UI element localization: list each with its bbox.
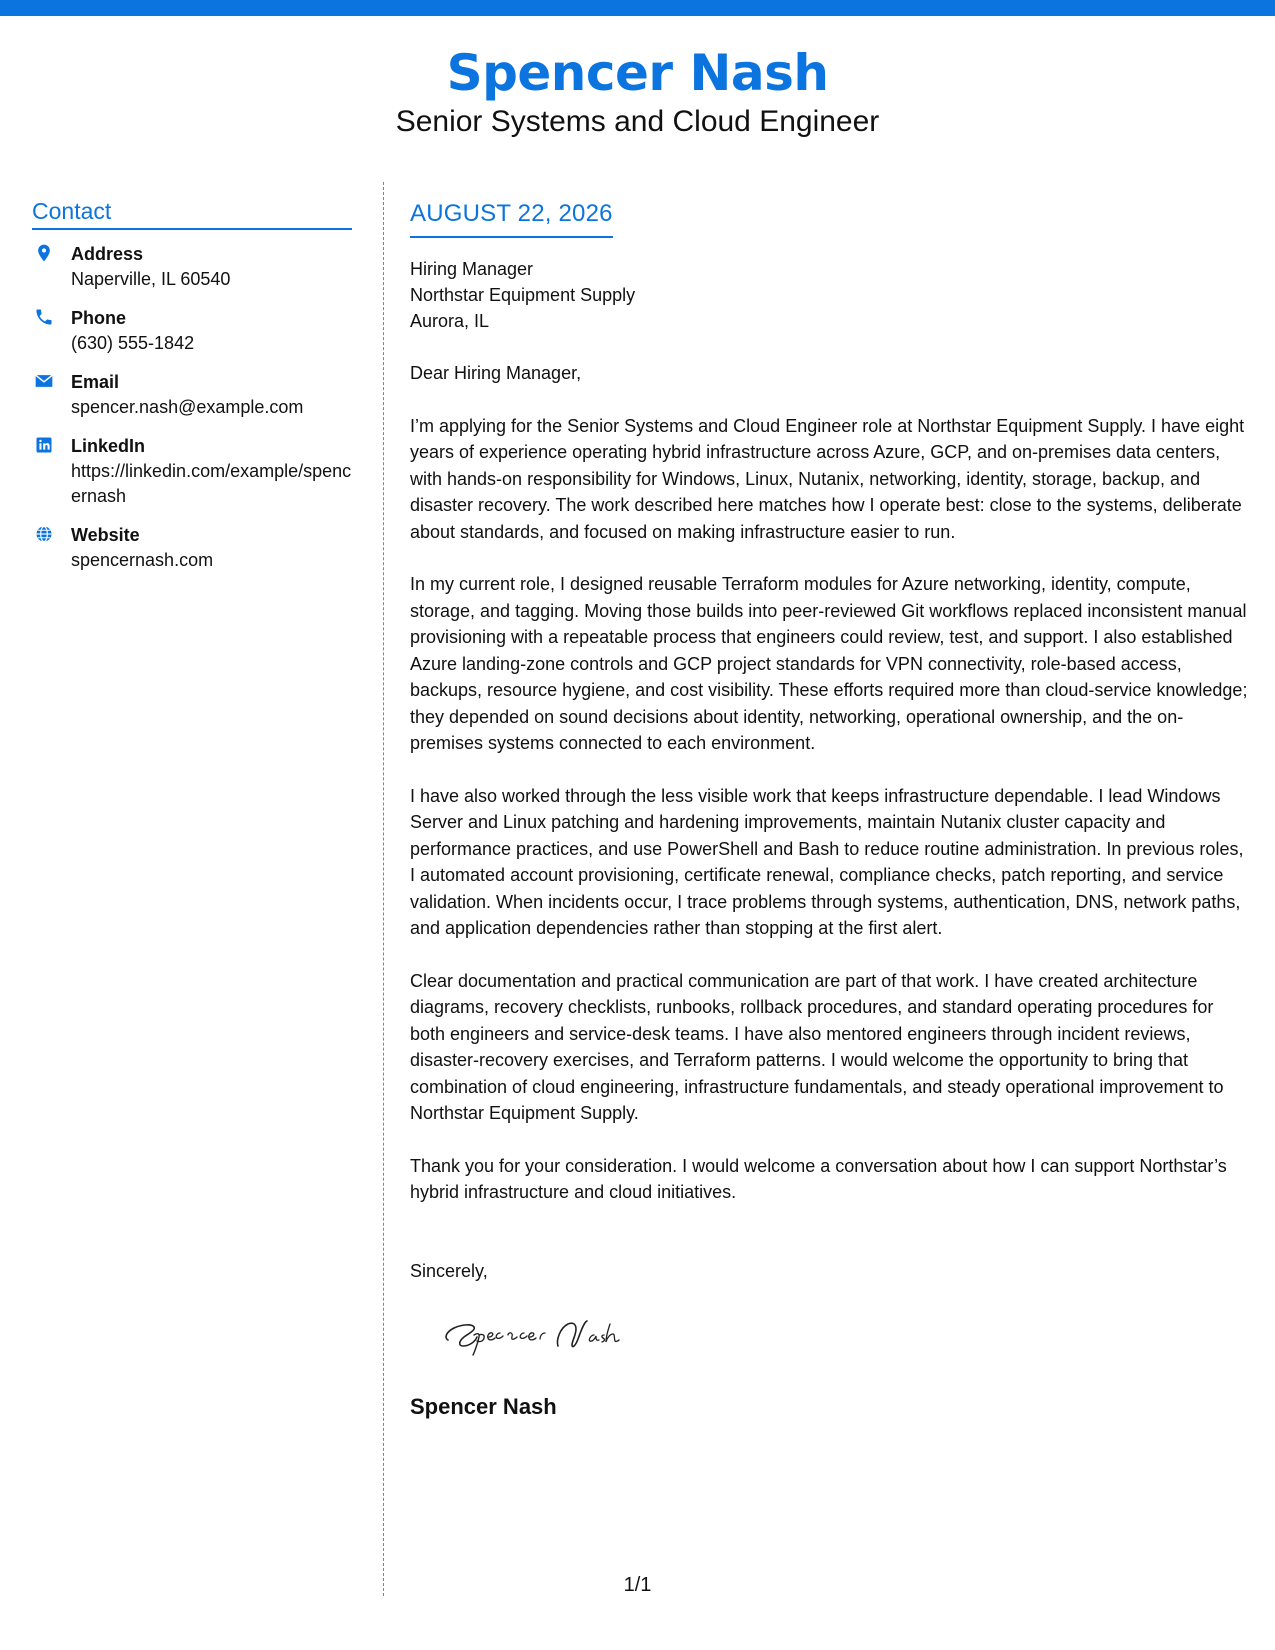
contact-item-email [32,370,352,420]
page-number: 1/1 [623,1574,652,1596]
recipient-line: Northstar Equipment Supply [410,285,636,305]
letter-paragraph: Thank you for your consideration. I would welcome a conversation about how I can support Northstar’s hybrid infrastructure and cloud initiatives. [410,1155,1227,1202]
column-divider [383,182,384,1596]
letter-closing: Sincerely, [410,1260,488,1281]
letter-paragraph: I’m applying for the Senior Systems and Cloud Engineer role at Northstar Equipment Supply. I have eight years of experience operating hybrid infrastructure across Azure, GCP, and on-premises data centers, with hands-on responsibility for Windows, Linux, Nutanix, networking, identity, storage, backup, and disaster recovery. The work described here matches how I operate best: close to the systems, deliberate about standards, and focused on making infrastructure easier to run. [410,415,1245,542]
page-header [0,40,1275,140]
letter-greeting: Dear Hiring Manager, [410,363,582,383]
contact-value-website[interactable]: spencernash.com [71,550,214,570]
handwritten-signature [434,1302,654,1358]
contact-item-address [32,242,352,292]
contact-list [32,242,352,573]
contact-label-email: Email [71,372,120,392]
contact-label-address: Address [71,244,144,264]
contact-label-phone: Phone [71,308,127,328]
globe-icon [34,524,54,544]
letter-body [410,198,1252,1422]
letter-date: AUGUST 22, 2026 [410,198,613,238]
contact-value-phone: (630) 555-1842 [71,333,195,353]
contact-label-website: Website [71,525,140,545]
contact-item-linkedin [32,434,352,509]
email-icon [34,371,54,391]
contact-value-linkedin[interactable]: https://linkedin.com/example/spencernash [71,461,352,506]
contact-value-email: spencer.nash@example.com [71,397,304,417]
contact-label-linkedin: LinkedIn [71,436,146,456]
top-accent-bar [0,0,1275,16]
phone-icon [34,307,54,327]
contact-item-phone [32,306,352,356]
letter-paragraph: I have also worked through the less visible work that keeps infrastructure dependable. I lead Windows Server and Linux patching and hardening improvements, maintain Nutanix cluster capacity and performance practices, and use PowerShell and Bash to reduce routine administration. In previous roles, I automated account provisioning, certificate renewal, compliance checks, patch reporting, and service validation. When incidents occur, I trace problems through systems, authentication, DNS, network paths, and application dependencies rather than stopping at the first alert. [410,785,1244,938]
letter-paragraph: Clear documentation and practical communication are part of that work. I have created architecture diagrams, recovery checklists, runbooks, rollback procedures, and standard operating procedures for both engineers and service-desk teams. I have also mentored engineers through incident reviews, disaster-recovery exercises, and Terraform patterns. I would welcome the opportunity to bring that combination of cloud engineering, infrastructure fundamentals, and steady operational improvement to Northstar Equipment Supply. [410,970,1224,1123]
letter-paragraph: In my current role, I designed reusable Terraform modules for Azure networking, identity, compute, storage, and tagging. Moving those builds into peer-reviewed Git workflows replaced inconsistent manual provisioning with a repeatable process that engineers could review, test, and support. I also established Azure landing-zone controls and GCP project standards for VPN connectivity, role-based access, backups, resource hygiene, and cost visibility. These efforts required more than cloud-service knowledge; they depended on sound decisions about identity, networking, operational ownership, and the on-premises systems connected to each environment. [410,574,1248,753]
contact-heading: Contact [32,196,352,230]
recipient-block [410,256,1252,334]
applicant-name: Spencer Nash [446,44,829,102]
applicant-title: Senior Systems and Cloud Engineer [395,105,880,138]
recipient-line: Aurora, IL [410,311,490,331]
signer-name: Spencer Nash [410,1393,557,1419]
contact-value-address: Naperville, IL 60540 [71,269,231,289]
location-pin-icon [34,243,54,263]
linkedin-icon [34,435,54,455]
recipient-line: Hiring Manager [410,259,534,279]
contact-sidebar [32,196,352,587]
contact-item-website [32,523,352,573]
